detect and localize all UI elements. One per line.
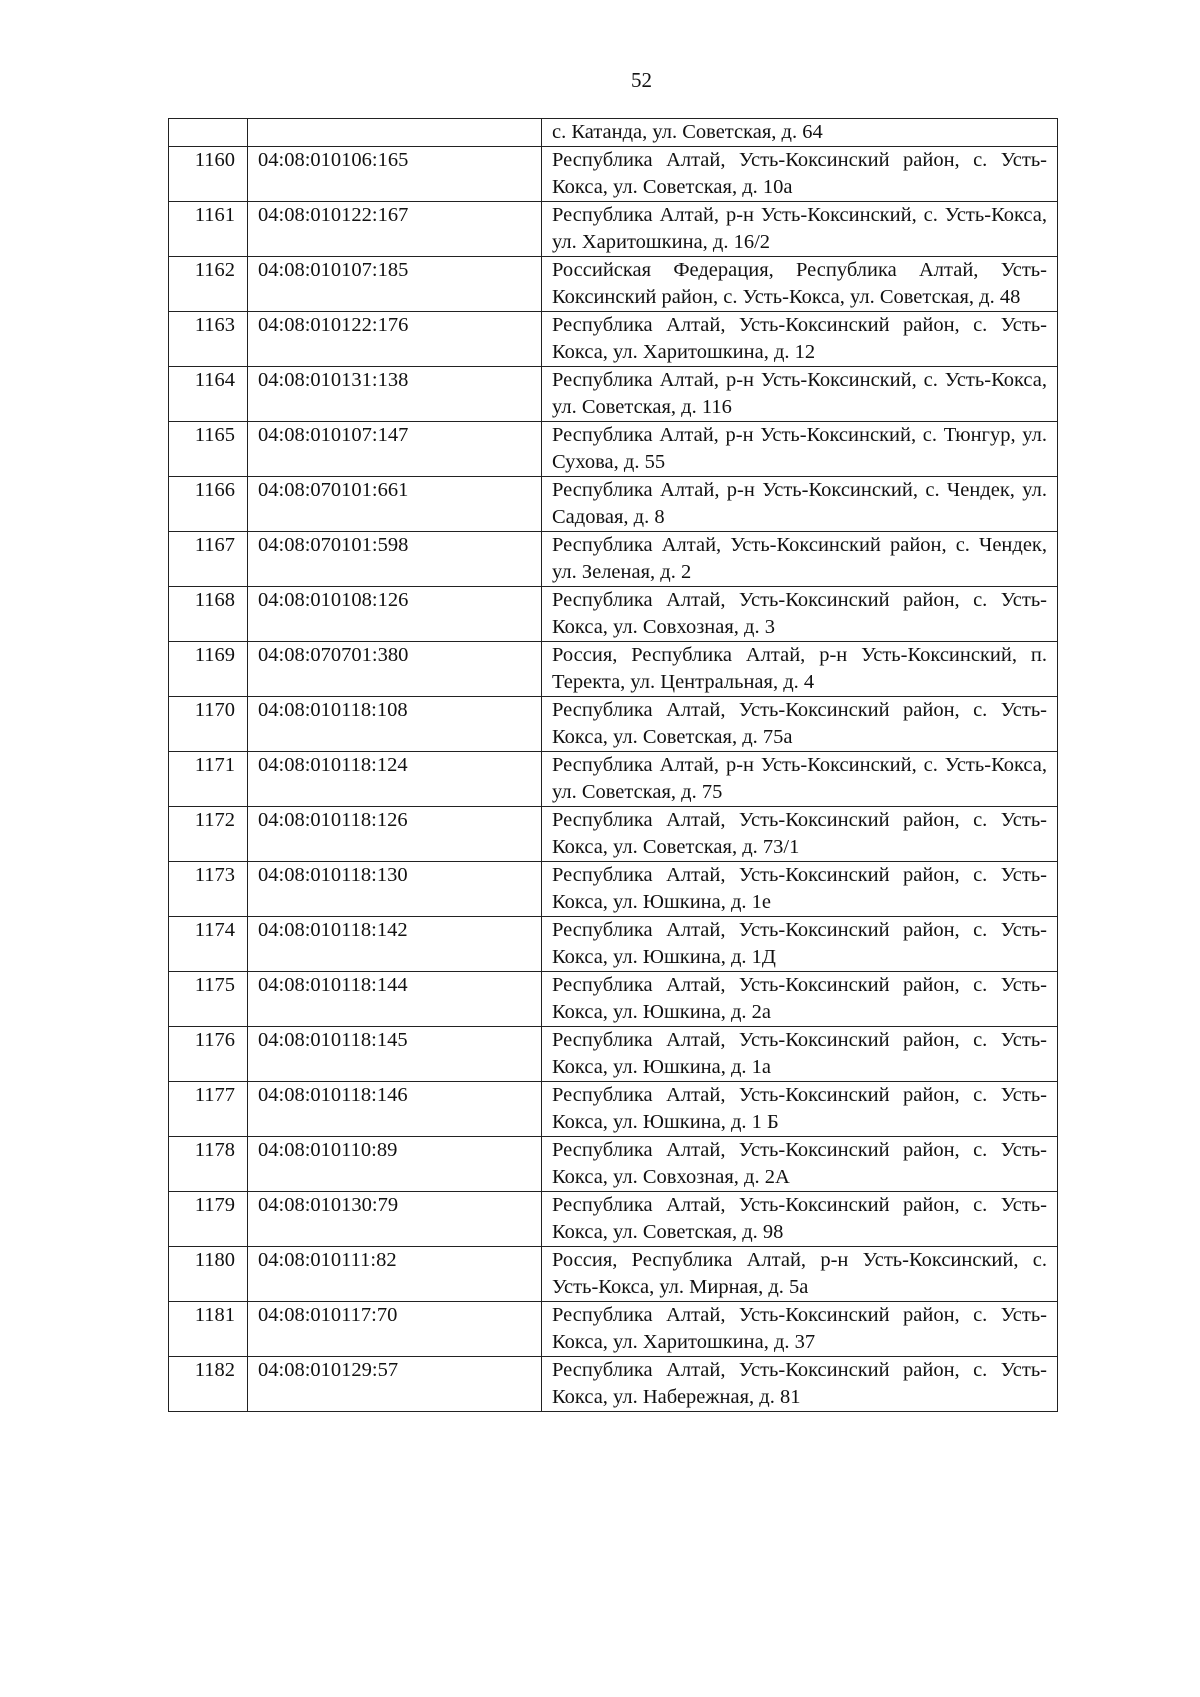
cadastral-number-cell: 04:08:010106:165 (248, 147, 542, 202)
row-number-cell: 1164 (169, 367, 248, 422)
row-number-cell: 1182 (169, 1357, 248, 1412)
cadastral-number-cell: 04:08:010110:89 (248, 1137, 542, 1192)
address-cell: Республика Алтай, Усть-Коксинский район, с. Усть-Кокса, ул. Советская, д. 75а (542, 697, 1058, 752)
row-number-cell: 1166 (169, 477, 248, 532)
address-cell: Республика Алтай, р-н Усть-Коксинский, с. Усть-Кокса, ул. Советская, д. 116 (542, 367, 1058, 422)
table-row (169, 642, 1058, 697)
row-number-cell: 1168 (169, 587, 248, 642)
row-number-cell: 1160 (169, 147, 248, 202)
row-number-cell: 1173 (169, 862, 248, 917)
table-row (169, 477, 1058, 532)
row-number-cell: 1178 (169, 1137, 248, 1192)
address-cell: Республика Алтай, Усть-Коксинский район, с. Усть-Кокса, ул. Советская, д. 10а (542, 147, 1058, 202)
table-row (169, 312, 1058, 367)
table-row (169, 862, 1058, 917)
address-cell: Республика Алтай, р-н Усть-Коксинский, с. Тюнгур, ул. Сухова, д. 55 (542, 422, 1058, 477)
table-row (169, 972, 1058, 1027)
table-row (169, 1027, 1058, 1082)
row-number-cell: 1170 (169, 697, 248, 752)
cadastral-number-cell: 04:08:010118:126 (248, 807, 542, 862)
address-cell: Россия, Республика Алтай, р-н Усть-Коксинский, п. Теректа, ул. Центральная, д. 4 (542, 642, 1058, 697)
cadastral-number-cell: 04:08:010108:126 (248, 587, 542, 642)
row-number-cell: 1162 (169, 257, 248, 312)
table-row (169, 1082, 1058, 1137)
address-cell: Республика Алтай, Усть-Коксинский район, с. Усть-Кокса, ул. Советская, д. 98 (542, 1192, 1058, 1247)
cadastral-number-cell: 04:08:010111:82 (248, 1247, 542, 1302)
register-table (168, 118, 1058, 1412)
table-row (169, 1357, 1058, 1412)
cadastral-number-cell: 04:08:010131:138 (248, 367, 542, 422)
table-row (169, 147, 1058, 202)
cadastral-number-cell: 04:08:010122:176 (248, 312, 542, 367)
cadastral-number-cell (248, 119, 542, 147)
cadastral-number-cell: 04:08:010117:70 (248, 1302, 542, 1357)
table-row (169, 367, 1058, 422)
cadastral-number-cell: 04:08:010118:108 (248, 697, 542, 752)
row-number-cell: 1179 (169, 1192, 248, 1247)
address-cell: Республика Алтай, Усть-Коксинский район, с. Усть-Кокса, ул. Совхозная, д. 3 (542, 587, 1058, 642)
address-cell: Республика Алтай, Усть-Коксинский район, с. Усть-Кокса, ул. Харитошкина, д. 12 (542, 312, 1058, 367)
cadastral-number-cell: 04:08:070101:661 (248, 477, 542, 532)
cadastral-number-cell: 04:08:010107:185 (248, 257, 542, 312)
table-row (169, 697, 1058, 752)
address-cell: Республика Алтай, Усть-Коксинский район, с. Усть-Кокса, ул. Советская, д. 73/1 (542, 807, 1058, 862)
row-number-cell (169, 119, 248, 147)
cadastral-number-cell: 04:08:010118:124 (248, 752, 542, 807)
address-cell: Республика Алтай, Усть-Коксинский район, с. Усть-Кокса, ул. Юшкина, д. 1Д (542, 917, 1058, 972)
address-cell: Республика Алтай, Усть-Коксинский район, с. Усть-Кокса, ул. Юшкина, д. 2а (542, 972, 1058, 1027)
cadastral-number-cell: 04:08:010118:144 (248, 972, 542, 1027)
row-number-cell: 1172 (169, 807, 248, 862)
table-row (169, 532, 1058, 587)
cadastral-number-cell: 04:08:010118:146 (248, 1082, 542, 1137)
address-cell: Республика Алтай, р-н Усть-Коксинский, с. Усть-Кокса, ул. Советская, д. 75 (542, 752, 1058, 807)
row-number-cell: 1163 (169, 312, 248, 367)
table-row (169, 257, 1058, 312)
row-number-cell: 1174 (169, 917, 248, 972)
table-row (169, 1192, 1058, 1247)
address-cell: Российская Федерация, Республика Алтай, Усть-Коксинский район, с. Усть-Кокса, ул. Советская, д. 48 (542, 257, 1058, 312)
row-number-cell: 1167 (169, 532, 248, 587)
row-number-cell: 1171 (169, 752, 248, 807)
cadastral-number-cell: 04:08:010118:145 (248, 1027, 542, 1082)
address-cell: Республика Алтай, Усть-Коксинский район, с. Усть-Кокса, ул. Совхозная, д. 2А (542, 1137, 1058, 1192)
table-row (169, 917, 1058, 972)
cadastral-number-cell: 04:08:010130:79 (248, 1192, 542, 1247)
cadastral-number-cell: 04:08:070101:598 (248, 532, 542, 587)
address-cell: Республика Алтай, Усть-Коксинский район, с. Усть-Кокса, ул. Набережная, д. 81 (542, 1357, 1058, 1412)
address-cell: с. Катанда, ул. Советская, д. 64 (542, 119, 1058, 147)
row-number-cell: 1161 (169, 202, 248, 257)
row-number-cell: 1180 (169, 1247, 248, 1302)
table-row (169, 752, 1058, 807)
register-table-body (169, 119, 1058, 1412)
row-number-cell: 1181 (169, 1302, 248, 1357)
cadastral-number-cell: 04:08:010122:167 (248, 202, 542, 257)
address-cell: Республика Алтай, Усть-Коксинский район, с. Усть-Кокса, ул. Юшкина, д. 1 Б (542, 1082, 1058, 1137)
address-cell: Республика Алтай, Усть-Коксинский район, с. Усть-Кокса, ул. Юшкина, д. 1а (542, 1027, 1058, 1082)
row-number-cell: 1169 (169, 642, 248, 697)
cadastral-number-cell: 04:08:070701:380 (248, 642, 542, 697)
address-cell: Республика Алтай, р-н Усть-Коксинский, с. Усть-Кокса, ул. Харитошкина, д. 16/2 (542, 202, 1058, 257)
address-cell: Республика Алтай, Усть-Коксинский район, с. Усть-Кокса, ул. Харитошкина, д. 37 (542, 1302, 1058, 1357)
address-cell: Республика Алтай, Усть-Коксинский район, с. Усть-Кокса, ул. Юшкина, д. 1е (542, 862, 1058, 917)
table-row (169, 1302, 1058, 1357)
table-row (169, 807, 1058, 862)
address-cell: Республика Алтай, Усть-Коксинский район, с. Чендек, ул. Зеленая, д. 2 (542, 532, 1058, 587)
row-number-cell: 1165 (169, 422, 248, 477)
table-row (169, 587, 1058, 642)
row-number-cell: 1175 (169, 972, 248, 1027)
address-cell: Республика Алтай, р-н Усть-Коксинский, с. Чендек, ул. Садовая, д. 8 (542, 477, 1058, 532)
cadastral-number-cell: 04:08:010118:130 (248, 862, 542, 917)
address-cell: Россия, Республика Алтай, р-н Усть-Коксинский, с. Усть-Кокса, ул. Мирная, д. 5а (542, 1247, 1058, 1302)
table-row (169, 422, 1058, 477)
table-row (169, 202, 1058, 257)
cadastral-number-cell: 04:08:010118:142 (248, 917, 542, 972)
cadastral-number-cell: 04:08:010129:57 (248, 1357, 542, 1412)
table-row (169, 1247, 1058, 1302)
row-number-cell: 1176 (169, 1027, 248, 1082)
row-number-cell: 1177 (169, 1082, 248, 1137)
page-number: 52 (631, 68, 652, 92)
table-row (169, 1137, 1058, 1192)
continuation-row (169, 119, 1058, 147)
cadastral-number-cell: 04:08:010107:147 (248, 422, 542, 477)
